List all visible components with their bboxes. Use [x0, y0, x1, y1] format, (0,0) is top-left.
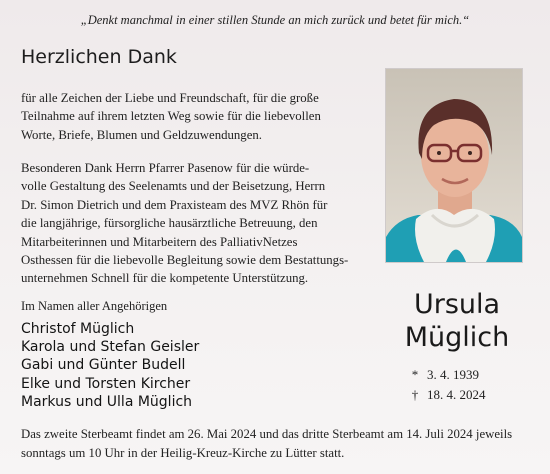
- birth-date-row: [407, 365, 486, 385]
- thanks-paragraph: [21, 89, 361, 144]
- footer-line: sonntags um 10 Uhr in der Heilig-Kreuz-Kirche zu Lütter statt.: [21, 446, 345, 460]
- death-date-row: [407, 385, 486, 405]
- paragraph-line: Mitarbeiterinnen und Mitarbeitern des PalliativNetzes: [21, 234, 298, 249]
- footer-line: Das zweite Sterbeamt findet am 26. Mai 2024 und das dritte Sterbeamt am 14. Juli 2024 jeweils: [21, 427, 513, 441]
- mourner-name: Karola und Stefan Geisler: [21, 339, 200, 356]
- paragraph-line: Dr. Simon Dietrich und dem Praxisteam des MVZ Rhön für: [21, 197, 328, 212]
- deceased-first-name: Ursula: [413, 289, 501, 320]
- memorial-service-note: [21, 425, 536, 463]
- death-date: 18. 4. 2024: [427, 387, 486, 402]
- paragraph-line: Osthessen für die liebevolle Begleitung sowie dem Bestattungs-: [21, 253, 349, 268]
- birth-date: 3. 4. 1939: [427, 367, 479, 382]
- death-cross-icon: †: [411, 387, 419, 402]
- mourner-name: Markus und Ulla Müglich: [21, 393, 193, 410]
- portrait-photo: [385, 68, 523, 263]
- paragraph-line: für alle Zeichen der Liebe und Freundschaft, für die große: [21, 91, 319, 105]
- mourner-name: Gabi und Günter Budell: [21, 357, 186, 374]
- thanks-heading: Herzlichen Dank: [21, 46, 177, 68]
- life-dates: [407, 365, 486, 405]
- paragraph-line: die langjährige, fürsorgliche hausärztliche Betreuung, den: [21, 216, 318, 231]
- paragraph-line: Worte, Briefe, Blumen und Geldzuwendungen.: [21, 127, 262, 142]
- paragraph-line: Teilnahme auf ihrem letzten Weg sowie für die liebevollen: [21, 109, 321, 124]
- paragraph-line: Besonderen Dank Herrn Pfarrer Pasenow für die würde-: [21, 161, 310, 175]
- mourner-name: Elke und Torsten Kircher: [21, 375, 191, 392]
- paragraph-line: volle Gestaltung des Seelenamts und der Beisetzung, Herrn: [21, 179, 326, 194]
- signoff-text: Im Namen aller Angehörigen: [21, 299, 168, 313]
- paragraph-line: unternehmen Schnell für die kompetente Unterstützung.: [21, 271, 309, 286]
- birth-star-icon: *: [411, 367, 419, 382]
- mourners-list: [21, 320, 199, 411]
- special-thanks-paragraph: [21, 159, 361, 288]
- motto-quote: „Denkt manchmal in einer stillen Stunde an mich zurück und betet für mich.“: [80, 13, 470, 27]
- mourner-name: Christof Müglich: [21, 321, 135, 337]
- deceased-last-name: Müglich: [404, 322, 510, 353]
- portrait-illustration: [386, 69, 522, 262]
- deceased-name: [392, 288, 522, 354]
